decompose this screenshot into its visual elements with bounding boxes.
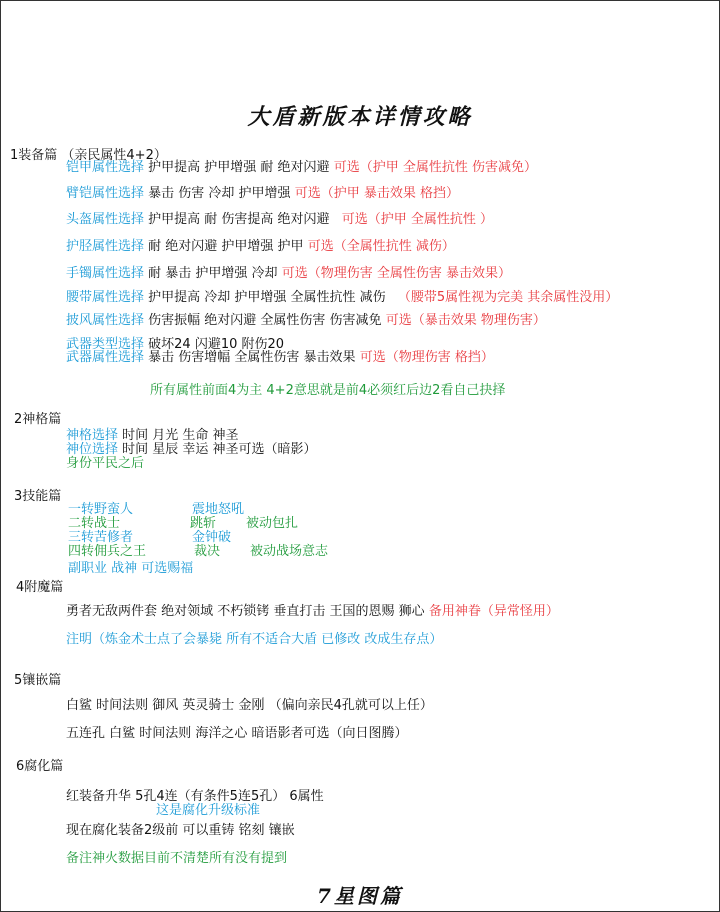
divinity-text: 时间 星辰 幸运 神圣可选（暗影） xyxy=(122,442,317,457)
skill-turn-3: 三转苦修者 xyxy=(68,530,134,545)
skill-1: 震地怒吼 xyxy=(192,502,245,517)
equipment-header: 1装备篇 （亲民属性4+2） xyxy=(10,148,167,163)
enchant-main xyxy=(66,604,559,620)
inlay-line-2: 五连孔 白鲨 时间法则 海洋之心 暗语影者可选（向日图腾） xyxy=(66,726,408,741)
enchant-note: 注明（炼金术士点了会暴毙 所有不适合大盾 已修改 改成生存点） xyxy=(66,632,443,647)
skill-4: 裁决 xyxy=(194,544,221,559)
divinity-label: 神格选择 xyxy=(66,428,119,443)
equip-label: 披风属性选择 xyxy=(66,313,145,328)
divinity-header: 2神格篇 xyxy=(14,412,62,427)
corrupt-line-1-note: 这是腐化升级标准 xyxy=(156,803,261,818)
equip-attrs: 暴击 伤害 冷却 护甲增强 xyxy=(148,186,291,201)
enchant-list: 勇者无敌两件套 绝对领域 不朽锁铐 垂直打击 王国的恩赐 狮心 xyxy=(66,604,425,619)
enchant-optional: 备用神眷（异常怪用） xyxy=(428,604,559,619)
inlay-header: 5镶嵌篇 xyxy=(14,673,62,688)
equipment-note: 所有属性前面4为主 4+2意思就是前4必须红后边2看自己抉择 xyxy=(150,383,506,398)
equip-row-bracelet xyxy=(66,266,511,282)
skill-passive-4: 被动战场意志 xyxy=(250,544,329,559)
corrupt-header: 6腐化篇 xyxy=(16,759,64,774)
equip-label: 手镯属性选择 xyxy=(66,266,145,281)
equip-optional: 可选（护甲 暴击效果 格挡） xyxy=(294,186,459,201)
equip-row-cloak xyxy=(66,313,546,329)
equip-attrs: 暴击 伤害增幅 全属性伤害 暴击效果 xyxy=(148,350,356,365)
divinity-note: 身份平民之后 xyxy=(66,456,145,471)
equip-attrs: 伤害振幅 绝对闪避 全属性伤害 伤害减免 xyxy=(148,313,382,328)
equip-optional: 可选（护甲 全属性抗性 ） xyxy=(341,212,493,227)
equip-row-belt xyxy=(66,290,618,306)
equip-attrs: 耐 暴击 护甲增强 冷却 xyxy=(148,266,278,281)
equip-label: 臂铠属性选择 xyxy=(66,186,145,201)
equip-label: 铠甲属性选择 xyxy=(66,160,145,175)
skills-note: 副职业 战神 可选赐福 xyxy=(68,561,194,576)
corrupt-note: 备注神火数据目前不清楚所有没有提到 xyxy=(66,851,288,866)
skill-turn-2: 二转战士 xyxy=(68,516,121,531)
equip-row-weapon-attrs xyxy=(66,350,494,366)
equip-attrs: 耐 绝对闪避 护甲增强 护甲 xyxy=(148,239,304,254)
equip-attrs: 护甲提高 冷却 护甲增强 全属性抗性 减伤 xyxy=(148,290,386,305)
equip-optional: 可选（护甲 全属性抗性 伤害减免） xyxy=(333,160,537,175)
equip-attrs: 破坏24 闪避10 附伤20 xyxy=(148,337,285,352)
enchant-header: 4附魔篇 xyxy=(16,580,64,595)
equip-label: 武器类型选择 xyxy=(66,337,145,352)
divinity-label: 神位选择 xyxy=(66,442,119,457)
page-title: 大盾新版本详情攻略 xyxy=(247,104,473,130)
corrupt-line-2: 现在腐化装备2级前 可以重铸 铭刻 镶嵌 xyxy=(66,823,295,838)
inlay-line-1: 白鲨 时间法则 御风 英灵骑士 金刚 （偏向亲民4孔就可以上任） xyxy=(66,698,433,713)
equip-optional: （腰带5属性视为完美 其余属性没用） xyxy=(397,290,619,305)
skill-turn-1: 一转野蛮人 xyxy=(68,502,134,517)
equip-attrs: 护甲提高 耐 伤害提高 绝对闪避 xyxy=(148,212,330,227)
equip-optional: 可选（暴击效果 物理伤害） xyxy=(385,313,546,328)
equip-optional: 可选（全属性抗性 减伤） xyxy=(307,239,455,254)
equip-row-armor xyxy=(66,160,537,176)
corrupt-line-1: 红装备升华 5孔4连（有条件5连5孔） 6属性 xyxy=(66,789,324,804)
equip-row-greaves xyxy=(66,239,455,255)
footer-title: 7星图篇 xyxy=(317,884,403,908)
skill-2: 跳斩 xyxy=(190,516,217,531)
skill-turn-4: 四转佣兵之王 xyxy=(68,544,147,559)
equip-attrs: 护甲提高 护甲增强 耐 绝对闪避 xyxy=(148,160,330,175)
equip-row-helmet xyxy=(66,212,493,228)
equip-optional: 可选（物理伤害 格挡） xyxy=(359,350,494,365)
equip-label: 武器属性选择 xyxy=(66,350,145,365)
equip-row-bracer xyxy=(66,186,459,202)
skill-passive-2: 被动包扎 xyxy=(246,516,299,531)
equip-label: 护胫属性选择 xyxy=(66,239,145,254)
skills-header: 3技能篇 xyxy=(14,489,62,504)
skill-3: 金钟破 xyxy=(192,530,232,545)
divinity-text: 时间 月光 生命 神圣 xyxy=(122,428,239,443)
equip-label: 头盔属性选择 xyxy=(66,212,145,227)
equip-optional: 可选（物理伤害 全属性伤害 暴击效果） xyxy=(281,266,511,281)
equip-label: 腰带属性选择 xyxy=(66,290,145,305)
